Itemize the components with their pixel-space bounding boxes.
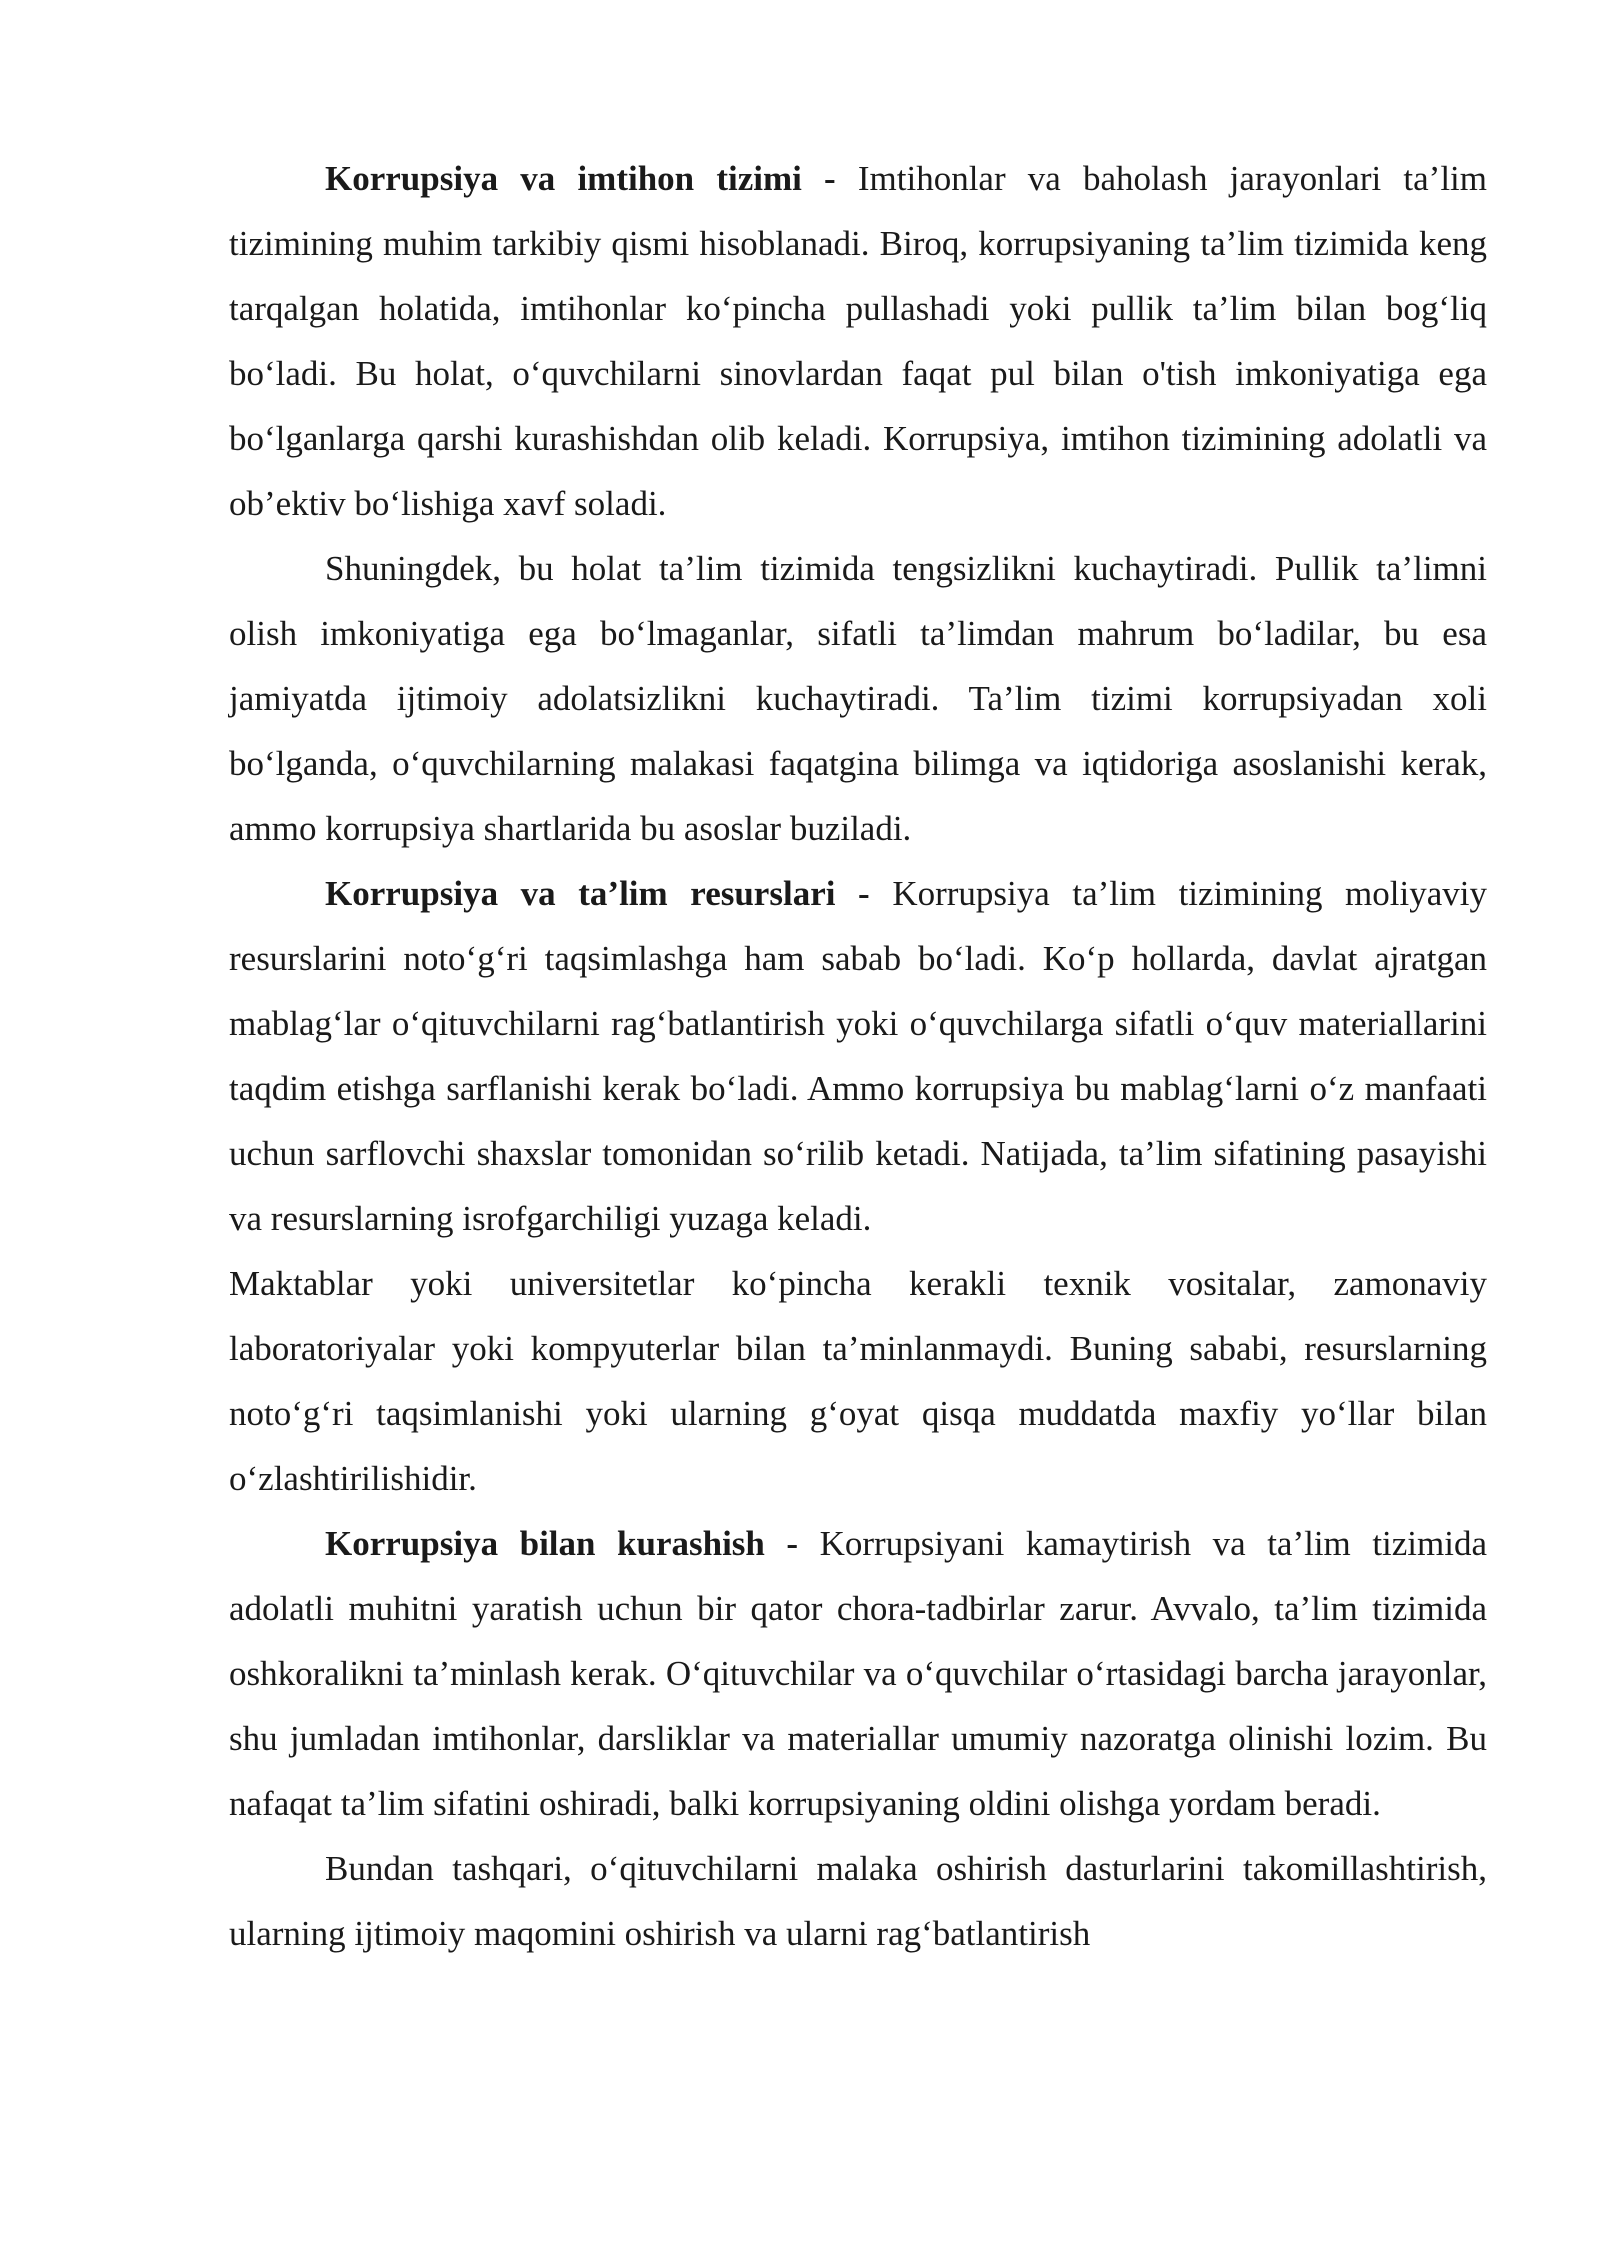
paragraph-text: Maktablar yoki universitetlar ko‘pincha kerakli texnik vositalar, zamonaviy laboratoriyalar yoki kompyuterlar bilan ta’minlanmaydi. Buning sababi, resurslarning noto‘g‘ri taqsimlanishi yoki ularning g‘oyat qisqa muddatda maxfiy yo‘llar bilan o‘zlashtirilishidir. xyxy=(229,1264,1487,1498)
paragraph-text: Bundan tashqari, o‘qituvchilarni malaka oshirish dasturlarini takomillashtirish, ularning ijtimoiy maqomini oshirish va ularni rag‘batlantirish xyxy=(229,1849,1487,1953)
document-page xyxy=(229,146,1487,1966)
paragraph-text: Korrupsiyani kamaytirish va ta’lim tizimida adolatli muhitni yaratish uchun bir qator chora-tadbirlar zarur. Avvalo, ta’lim tizimida oshkoralikni ta’minlash kerak. O‘qituvchilar va o‘quvchilar o‘rtasidagi barcha jarayonlar, shu jumladan imtihonlar, darsliklar va materiallar umumiy nazoratga olinishi lozim. Bu nafaqat ta’lim sifatini oshiradi, balki korrupsiyaning oldini olishga yordam beradi. xyxy=(229,1524,1488,1823)
heading-dash: - xyxy=(801,159,858,198)
section-heading: Korrupsiya bilan kurashish xyxy=(325,1524,765,1563)
paragraph-resources xyxy=(229,861,1487,1251)
paragraph-exam-system xyxy=(229,146,1487,536)
paragraph-text: Imtihonlar va baholash jarayonlari ta’lim tizimining muhim tarkibiy qismi hisoblanadi. Biroq, korrupsiyaning ta’lim tizimida keng tarqalgan holatida, imtihonlar ko‘pincha pullashadi yoki pullik ta’lim bilan bog‘liq bo‘ladi. Bu holat, o‘quvchilarni sinovlardan faqat pul bilan o'tish imkoniyatiga ega bo‘lganlarga qarshi kurashishdan olib keladi. Korrupsiya, imtihon tizimining adolatli va ob’ektiv bo‘lishiga xavf soladi. xyxy=(229,159,1487,523)
paragraph-text: Korrupsiya ta’lim tizimining moliyaviy resurslarini noto‘g‘ri taqsimlashga ham sabab bo‘ladi. Ko‘p hollarda, davlat ajratgan mablag‘lar o‘qituvchilarni rag‘batlantirish yoki o‘quvchilarga sifatli o‘quv materiallarini taqdim etishga sarflanishi kerak bo‘ladi. Ammo korrupsiya bu mablag‘larni o‘z manfaati uchun sarflovchi shaxslar tomonidan so‘rilib ketadi. Natijada, ta’lim sifatining pasayishi va resurslarning isrofgarchiligi yuzaga keladi. xyxy=(229,874,1487,1238)
paragraph-teachers xyxy=(229,1836,1487,1966)
heading-dash: - xyxy=(835,874,893,913)
heading-dash: - xyxy=(764,1524,820,1563)
paragraph-inequality xyxy=(229,536,1487,861)
paragraph-text: Shuningdek, bu holat ta’lim tizimida tengsizlikni kuchaytiradi. Pullik ta’limni olish imkoniyatiga ega bo‘lmaganlar, sifatli ta’limdan mahrum bo‘ladilar, bu esa jamiyatda ijtimoiy adolatsizlikni kuchaytiradi. Ta’lim tizimi korrupsiyadan xoli bo‘lganda, o‘quvchilarning malakasi faqatgina bilimga va iqtidoriga asoslanishi kerak, ammo korrupsiya shartlarida bu asoslar buziladi. xyxy=(229,549,1487,848)
section-heading: Korrupsiya va imtihon tizimi xyxy=(325,159,802,198)
paragraph-fighting-corruption xyxy=(229,1511,1487,1836)
section-heading: Korrupsiya va ta’lim resurslari xyxy=(325,874,836,913)
paragraph-schools xyxy=(229,1251,1487,1511)
